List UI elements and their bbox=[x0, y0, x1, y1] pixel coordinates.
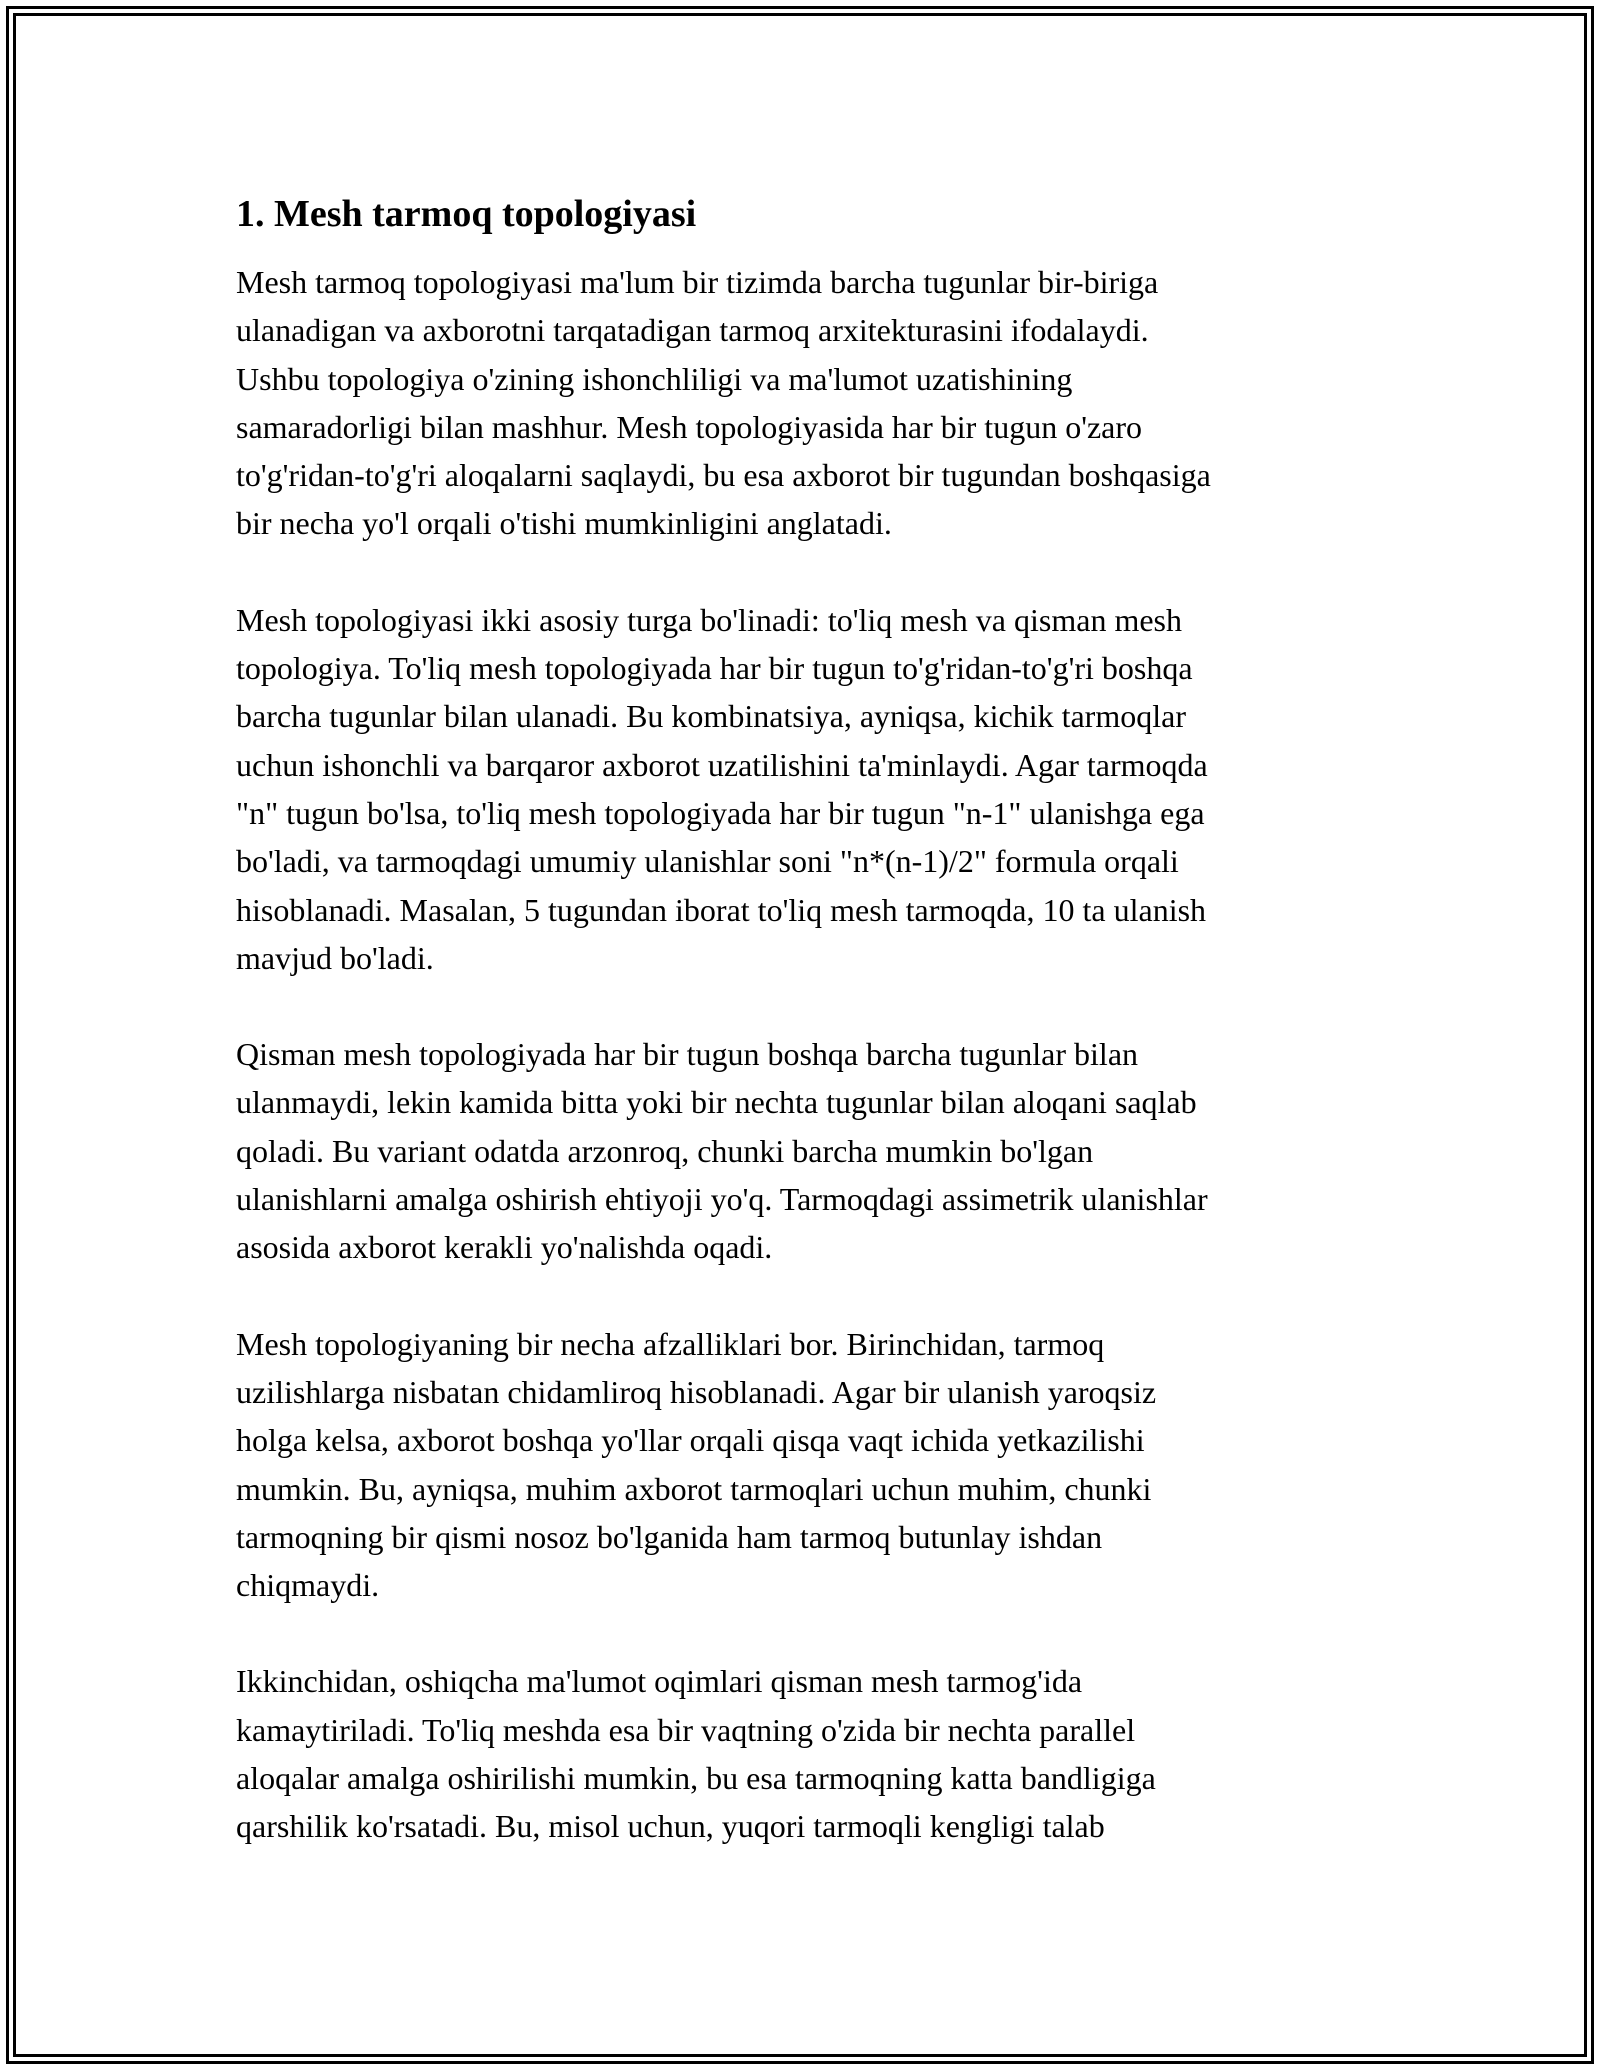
paragraph-2 bbox=[236, 596, 1366, 982]
paragraph-3 bbox=[236, 1030, 1366, 1271]
text-line: Ikkinchidan, oshiqcha ma'lumot oqimlari qisman mesh tarmog'ida bbox=[236, 1663, 1083, 1700]
paragraph-5 bbox=[236, 1657, 1366, 1850]
text-line: Mesh topologiyasi ikki asosiy turga bo'linadi: to'liq mesh va qisman mesh bbox=[236, 601, 1182, 638]
text-line: ulanadigan va axborotni tarqatadigan tarmoq arxitekturasini ifodalaydi. bbox=[236, 312, 1149, 349]
text-line: uzilishlarga nisbatan chidamliroq hisoblanadi. Agar bir ulanish yaroqsiz bbox=[236, 1373, 1157, 1410]
text-line: mavjud bo'ladi. bbox=[236, 939, 434, 976]
text-line: kamaytiriladi. To'liq meshda esa bir vaqtning o'zida bir nechta parallel bbox=[236, 1711, 1136, 1748]
text-line: to'g'ridan-to'g'ri aloqalarni saqlaydi, bu esa axborot bir tugundan boshqasiga bbox=[236, 457, 1211, 494]
section-heading: 1. Mesh tarmoq topologiyasi bbox=[236, 193, 697, 235]
text-line: Mesh tarmoq topologiyasi ma'lum bir tizimda barcha tugunlar bir-biriga bbox=[236, 264, 1159, 300]
paragraph-1 bbox=[236, 258, 1366, 548]
text-line: Mesh topologiyaning bir necha afzalliklari bor. Birinchidan, tarmoq bbox=[236, 1325, 1105, 1362]
text-line: topologiya. To'liq mesh topologiyada har bir tugun to'g'ridan-to'g'ri boshqa bbox=[236, 650, 1193, 687]
text-line: "n" tugun bo'lsa, to'liq mesh topologiyada har bir tugun "n-1" ulanishga ega bbox=[236, 794, 1205, 831]
text-line: aloqalar amalga oshirilishi mumkin, bu esa tarmoqning katta bandligiga bbox=[236, 1760, 1156, 1797]
text-line: ulanishlarni amalga oshirish ehtiyoji yo'q. Tarmoqdagi assimetrik ulanishlar bbox=[236, 1181, 1208, 1218]
text-line: qarshilik ko'rsatadi. Bu, misol uchun, yuqori tarmoqli kengligi talab bbox=[236, 1808, 1105, 1845]
text-line: Ushbu topologiya o'zining ishonchliligi va ma'lumot uzatishining bbox=[236, 360, 1073, 397]
text-line: qoladi. Bu variant odatda arzonroq, chunki barcha mumkin bo'lgan bbox=[236, 1132, 1094, 1169]
text-line: ulanmaydi, lekin kamida bitta yoki bir nechta tugunlar bilan aloqani saqlab bbox=[236, 1084, 1197, 1121]
text-line: samaradorligi bilan mashhur. Mesh topologiyasida har bir tugun o'zaro bbox=[236, 408, 1143, 445]
text-line: uchun ishonchli va barqaror axborot uzatilishini ta'minlaydi. Agar tarmoqda bbox=[236, 746, 1208, 783]
text-line: hisoblanadi. Masalan, 5 tugundan iborat to'liq mesh tarmoqda, 10 ta ulanish bbox=[236, 891, 1207, 928]
text-line: Qisman mesh topologiyada har bir tugun boshqa barcha tugunlar bilan bbox=[236, 1036, 1139, 1073]
text-line: chiqmaydi. bbox=[236, 1567, 380, 1604]
text-line: barcha tugunlar bilan ulanadi. Bu kombinatsiya, ayniqsa, kichik tarmoqlar bbox=[236, 698, 1186, 735]
text-line: asosida axborot kerakli yo'nalishda oqadi. bbox=[236, 1229, 773, 1266]
text-line: mumkin. Bu, ayniqsa, muhim axborot tarmoqlari uchun muhim, chunki bbox=[236, 1470, 1152, 1507]
paragraph-4 bbox=[236, 1320, 1366, 1610]
text-line: bo'ladi, va tarmoqdagi umumiy ulanishlar soni "n*(n-1)/2" formula orqali bbox=[236, 843, 1179, 880]
text-line: tarmoqning bir qismi nosoz bo'lganida ham tarmoq butunlay ishdan bbox=[236, 1518, 1103, 1555]
document-body bbox=[236, 190, 1366, 1899]
text-line: holga kelsa, axborot boshqa yo'llar orqali qisqa vaqt ichida yetkazilishi bbox=[236, 1422, 1145, 1459]
text-line: bir necha yo'l orqali o'tishi mumkinligini anglatadi. bbox=[236, 505, 892, 542]
